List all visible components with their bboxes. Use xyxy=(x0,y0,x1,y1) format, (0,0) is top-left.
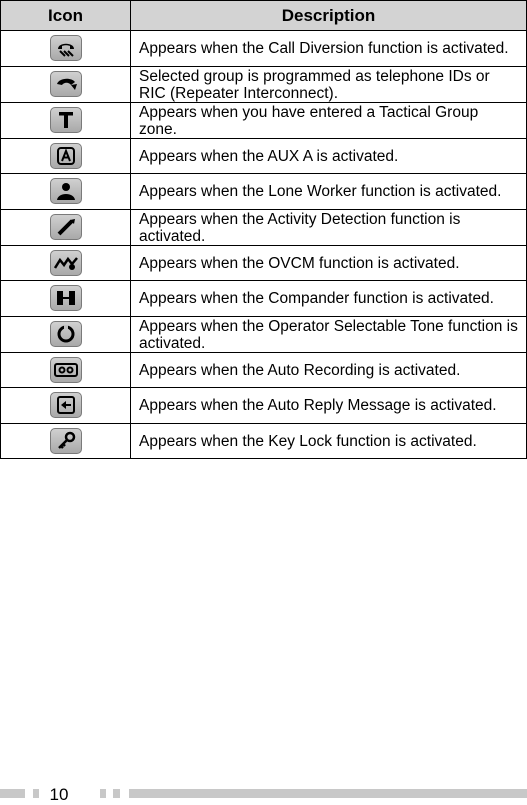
table-row xyxy=(1,388,527,424)
footer-bar xyxy=(33,789,39,798)
header-icon: Icon xyxy=(1,1,131,31)
table-row xyxy=(1,245,527,281)
table-row xyxy=(1,316,527,352)
table-row xyxy=(1,423,527,459)
header-description: Description xyxy=(131,1,527,31)
table-row xyxy=(1,66,527,102)
row-description: Selected group is programmed as telephone IDs or RIC (Repeater Interconnect). xyxy=(131,66,527,102)
telephone-group-icon xyxy=(50,71,82,97)
table-row xyxy=(1,209,527,245)
row-description: Appears when the Operator Selectable Tone function is activated. xyxy=(131,316,527,352)
table-row xyxy=(1,102,527,138)
auto-recording-icon xyxy=(50,357,82,383)
key-lock-icon xyxy=(50,428,82,454)
page-footer xyxy=(0,786,527,804)
row-description: Appears when the Lone Worker function is activated. xyxy=(131,174,527,210)
footer-bar xyxy=(129,789,527,798)
footer-bar xyxy=(0,789,25,798)
page-number: 10 xyxy=(49,785,69,804)
row-description: Appears when the AUX A is activated. xyxy=(131,138,527,174)
auto-reply-message-icon xyxy=(50,392,82,418)
footer-bar xyxy=(100,789,106,798)
lone-worker-icon xyxy=(50,178,82,204)
aux-a-icon xyxy=(50,143,82,169)
row-description: Appears when you have entered a Tactical Group zone. xyxy=(131,102,527,138)
row-description: Appears when the Auto Recording is activated. xyxy=(131,352,527,388)
row-description: Appears when the Compander function is activated. xyxy=(131,281,527,317)
table-row xyxy=(1,174,527,210)
table-row xyxy=(1,281,527,317)
table-row xyxy=(1,138,527,174)
tactical-group-icon xyxy=(50,107,82,133)
ovcm-icon xyxy=(50,250,82,276)
table-row xyxy=(1,31,527,67)
row-description: Appears when the Auto Reply Message is activated. xyxy=(131,388,527,424)
operator-selectable-tone-icon xyxy=(50,321,82,347)
footer-bar xyxy=(113,789,120,798)
row-description: Appears when the Key Lock function is activated. xyxy=(131,423,527,459)
row-description: Appears when the OVCM function is activated. xyxy=(131,245,527,281)
table-header-row xyxy=(1,1,527,31)
compander-icon xyxy=(50,285,82,311)
activity-detection-icon xyxy=(50,214,82,240)
row-description: Appears when the Activity Detection function is activated. xyxy=(131,209,527,245)
table-row xyxy=(1,352,527,388)
call-diversion-icon xyxy=(50,35,82,61)
row-description: Appears when the Call Diversion function is activated. xyxy=(131,31,527,67)
